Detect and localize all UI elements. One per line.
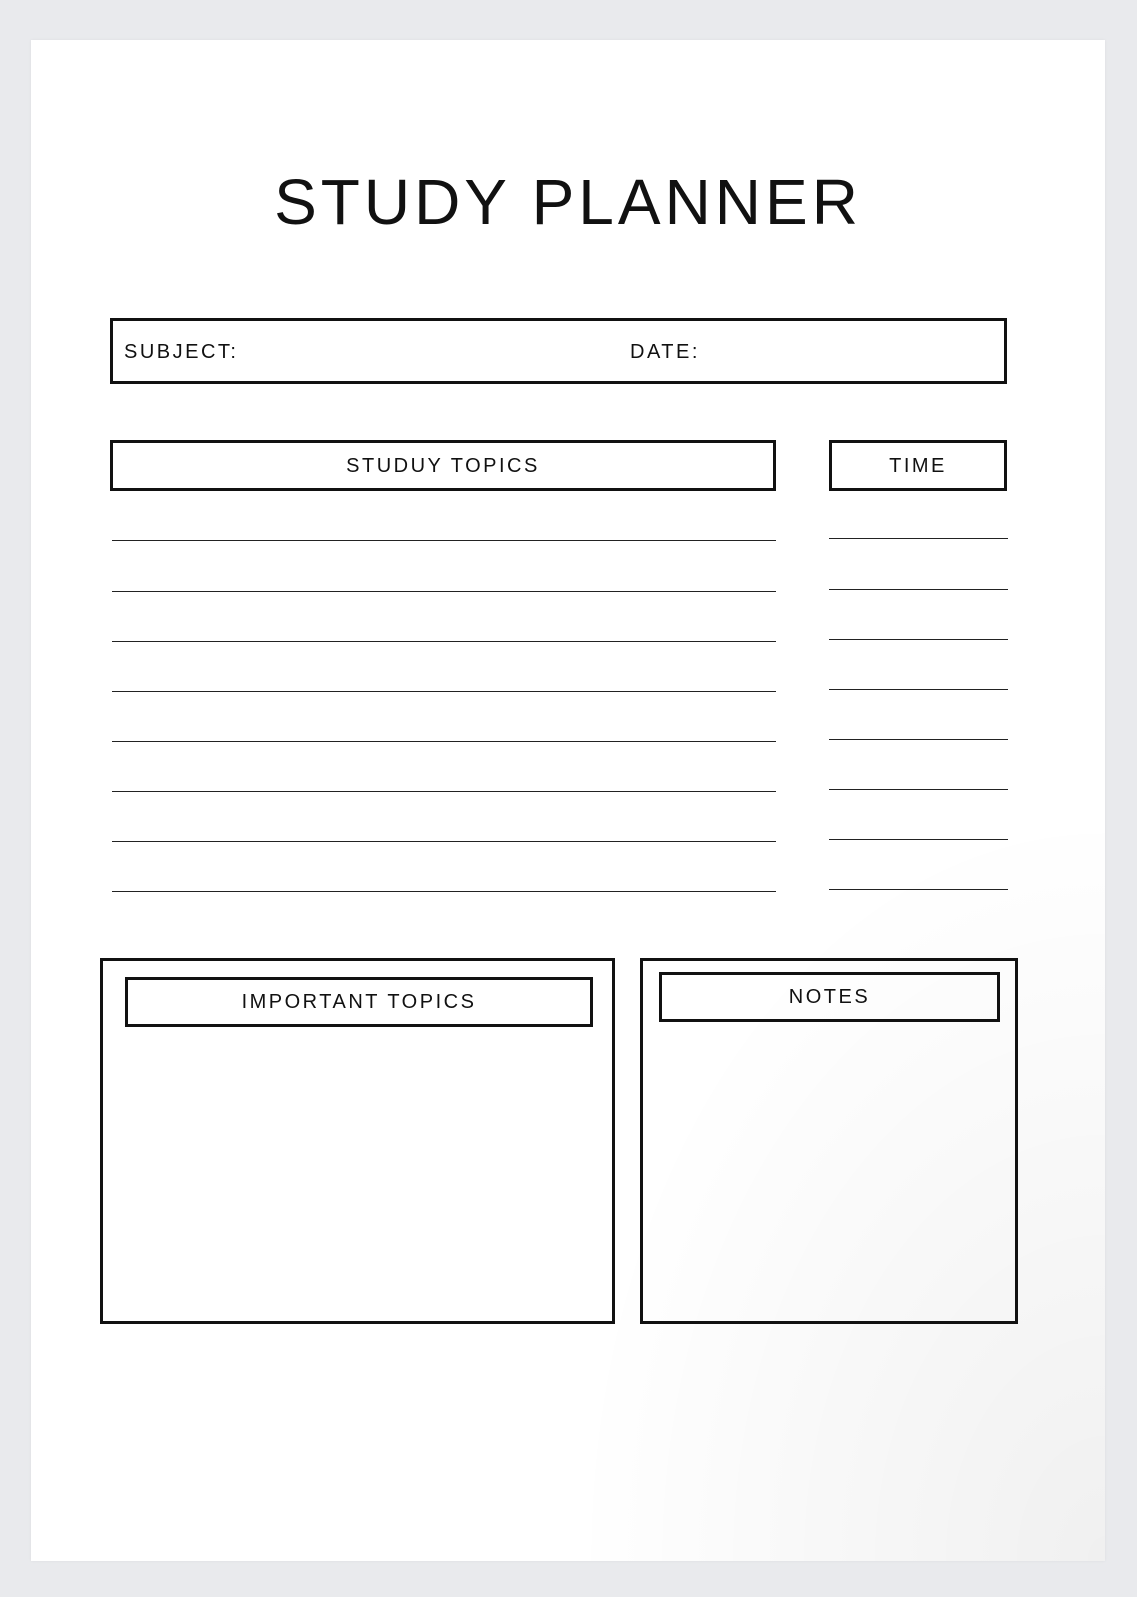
- study-topics-header-box: [110, 440, 776, 491]
- important-topics-header: IMPORTANT TOPICS: [241, 991, 477, 1013]
- time-line[interactable]: [829, 739, 1008, 740]
- page-title: STUDY PLANNER: [274, 166, 862, 238]
- planner-sheet: [31, 40, 1105, 1561]
- notes-panel[interactable]: [640, 958, 1018, 1324]
- topic-line[interactable]: [112, 841, 776, 842]
- important-topics-panel[interactable]: [100, 958, 615, 1324]
- time-line[interactable]: [829, 538, 1008, 539]
- time-line[interactable]: [829, 839, 1008, 840]
- time-line[interactable]: [829, 789, 1008, 790]
- notes-header: NOTES: [788, 986, 871, 1008]
- time-line[interactable]: [829, 589, 1008, 590]
- subject-date-box: [110, 318, 1007, 384]
- topic-line[interactable]: [112, 741, 776, 742]
- time-line[interactable]: [829, 639, 1008, 640]
- topic-line[interactable]: [112, 641, 776, 642]
- time-line[interactable]: [829, 689, 1008, 690]
- important-topics-header-box: [125, 977, 593, 1027]
- notes-header-box: [659, 972, 1000, 1022]
- topic-line[interactable]: [112, 591, 776, 592]
- date-label: DATE:: [630, 341, 700, 363]
- topic-line[interactable]: [112, 540, 776, 541]
- subject-label: SUBJECT:: [124, 341, 239, 363]
- time-header-box: [829, 440, 1007, 491]
- topic-line[interactable]: [112, 691, 776, 692]
- topic-line[interactable]: [112, 891, 776, 892]
- topic-line[interactable]: [112, 791, 776, 792]
- study-topics-header: STUDUY TOPICS: [346, 454, 540, 477]
- time-header: TIME: [889, 454, 947, 477]
- time-line[interactable]: [829, 889, 1008, 890]
